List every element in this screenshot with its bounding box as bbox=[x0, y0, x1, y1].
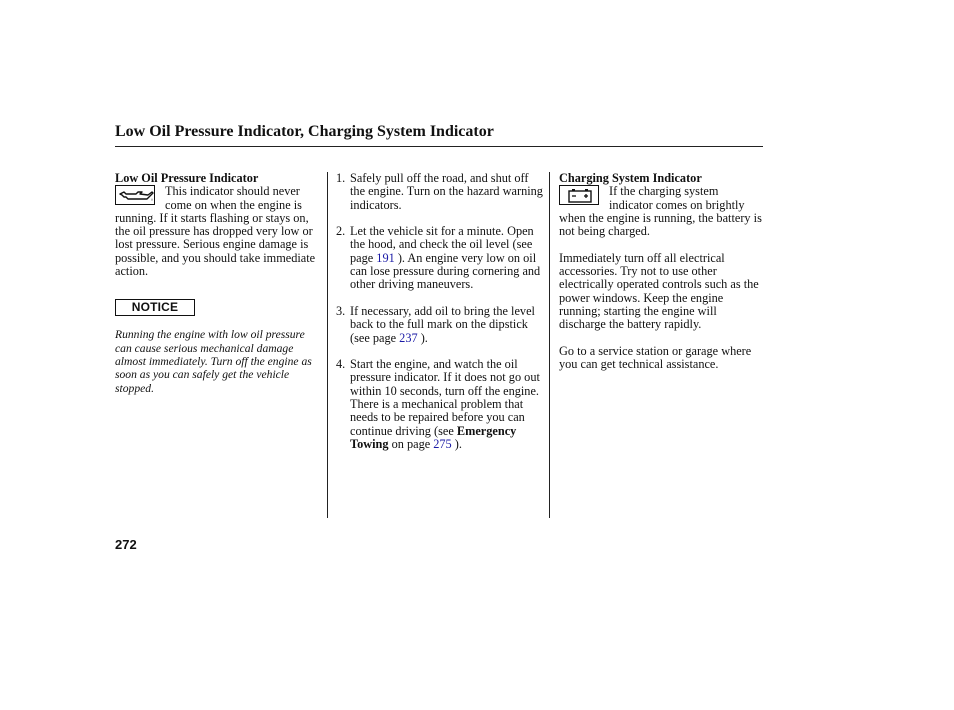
oil-can-icon bbox=[115, 185, 155, 205]
charging-system-heading: Charging System Indicator bbox=[559, 171, 702, 185]
column-divider-1 bbox=[327, 172, 328, 518]
charging-para-2: Immediately turn off all electrical accessories. Try not to use other electrically operated controls such as the power windows. Keep the engine running; starting the engine will discharge the battery rapidly. bbox=[559, 250, 759, 332]
column-divider-2 bbox=[549, 172, 550, 518]
list-item: 2. Let the vehicle sit for a minute. Open the hood, and check the oil level (see page 191 ). An engine very low on oil can lose pressure during cornering and other driving maneuvers. bbox=[336, 224, 541, 292]
oil-pressure-steps bbox=[336, 172, 543, 451]
page-link-191[interactable]: 191 bbox=[376, 250, 395, 265]
list-item: 4. Start the engine, and watch the oil pressure indicator. If it does not go out within 10 seconds, turn off the engine. There is a mechanical problem that needs to be repaired before you can continue driving (see Emergency Towing on page 275 ). bbox=[336, 357, 540, 451]
page-link-275[interactable]: 275 bbox=[433, 436, 452, 451]
charging-intro-line-2: indicator comes on brightly bbox=[609, 197, 745, 212]
title-divider bbox=[115, 146, 763, 147]
list-item: 3. If necessary, add oil to bring the level back to the full mark on the dipstick (see page 237 ). bbox=[336, 303, 535, 345]
page-link-237[interactable]: 237 bbox=[399, 330, 418, 345]
oil-intro-line-1: This indicator should never bbox=[165, 184, 300, 199]
emergency-towing-ref: Emergency Towing bbox=[350, 423, 517, 451]
charging-system-section bbox=[559, 172, 763, 371]
oil-pressure-section bbox=[115, 172, 320, 395]
notice-text: Running the engine with low oil pressure can cause serious mechanical damage almost immediately. Turn off the engine as soon as you can safely get the vehicle stopped. bbox=[115, 328, 312, 395]
page-title: Low Oil Pressure Indicator, Charging System Indicator bbox=[115, 123, 494, 140]
charging-para-3: Go to a service station or garage where you can get technical assistance. bbox=[559, 343, 752, 372]
battery-icon bbox=[559, 185, 599, 205]
charging-intro-rest: when the engine is running, the battery is not being charged. bbox=[559, 210, 762, 239]
list-item: 1. Safely pull off the road, and shut off the engine. Turn on the hazard warning indicators. bbox=[336, 171, 543, 212]
notice-label: NOTICE bbox=[115, 299, 195, 316]
page-number: 272 bbox=[115, 537, 137, 552]
oil-intro-rest: running. If it starts flashing or stays on, the oil pressure has dropped very low or lost pressure. Serious engine damage is possible, and you should take immediate action. bbox=[115, 210, 316, 279]
oil-intro-line-2: come on when the engine is bbox=[165, 197, 302, 212]
charging-intro-line-1: If the charging system bbox=[609, 184, 719, 199]
oil-pressure-heading: Low Oil Pressure Indicator bbox=[115, 171, 259, 185]
